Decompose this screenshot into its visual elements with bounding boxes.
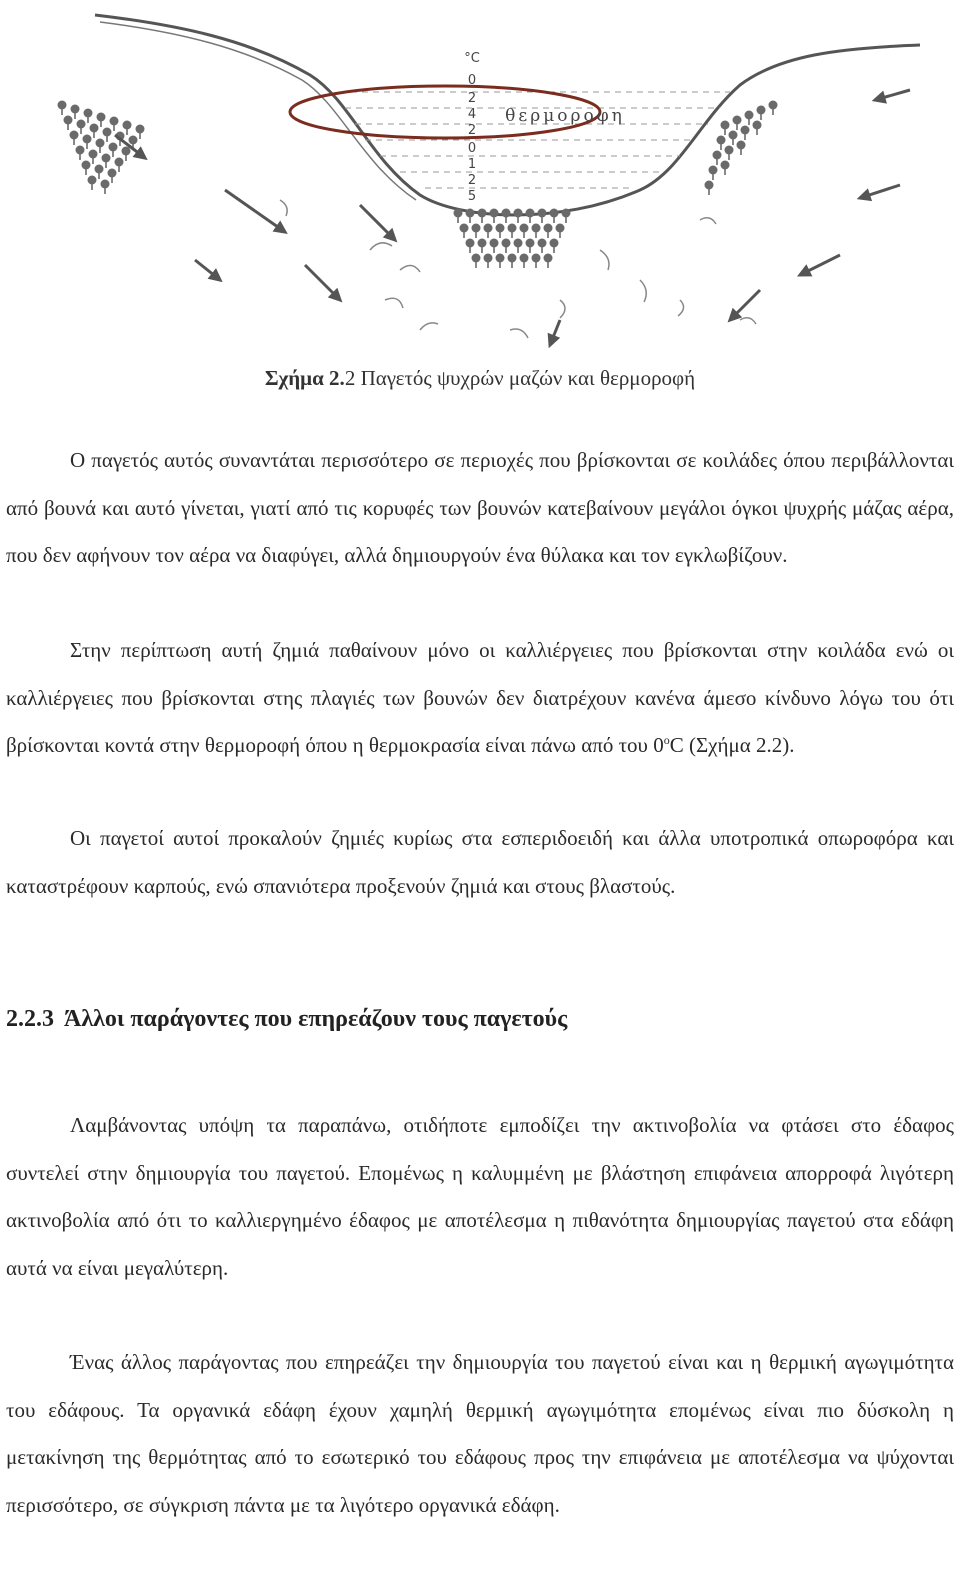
tree-trunk — [720, 143, 722, 150]
tree-trunk — [79, 153, 81, 160]
tree-trunk — [475, 231, 477, 238]
section-title: Άλλοι παράγοντες που επηρεάζουν τους παγετούς — [64, 1006, 568, 1032]
paragraph-3: Οι παγετοί αυτοί προκαλούν ζημιές κυρίως στα εσπεριδοειδή και άλλα υποτροπικά οπωροφόρα και καταστρέφουν καρπούς, ενώ σπανιότερα προξενούν ζημιά και στους βλαστούς. — [6, 826, 954, 898]
arrow-icon — [800, 267, 810, 275]
tree-trunk — [523, 231, 525, 238]
tree-trunk — [744, 133, 746, 140]
tree-trunk — [126, 128, 128, 135]
section-number: 2.2.3 — [6, 1006, 54, 1032]
arrow-icon — [549, 335, 557, 345]
tree-trunk — [772, 108, 774, 115]
tree-trunk — [511, 231, 513, 238]
tree-trunk — [112, 150, 114, 157]
tree-trunk — [499, 231, 501, 238]
scale-value: 4 — [467, 107, 477, 122]
tree-trunk — [565, 216, 567, 223]
tree-trunk — [517, 246, 519, 253]
tree-trunk — [487, 231, 489, 238]
figure-caption — [0, 366, 960, 391]
tree-trunk — [529, 246, 531, 253]
tree-trunk — [74, 112, 76, 119]
tree-trunk — [740, 148, 742, 155]
scale-value: 2 — [467, 123, 477, 138]
tree-trunk — [547, 261, 549, 268]
scale-unit: °C — [464, 51, 480, 66]
tree-trunk — [736, 123, 738, 130]
tree-trunk — [535, 231, 537, 238]
tree-trunk — [499, 261, 501, 268]
tree-trunk — [712, 173, 714, 180]
tree-trunk — [113, 124, 115, 131]
caption-label: Σχήμα 2. — [264, 366, 345, 390]
tree-trunk — [487, 261, 489, 268]
tree-trunk — [125, 154, 127, 161]
tree-trunk — [469, 246, 471, 253]
tree-trunk — [724, 128, 726, 135]
tree-trunk — [541, 246, 543, 253]
tree-trunk — [728, 153, 730, 160]
tree-trunk — [505, 246, 507, 253]
tree-trunk — [100, 120, 102, 127]
scale-value: 1 — [467, 157, 477, 172]
scale-value: 2 — [467, 91, 477, 106]
tree-trunk — [493, 216, 495, 223]
tree-trunk — [463, 231, 465, 238]
scale-value: 5 — [467, 189, 477, 204]
tree-trunk — [517, 216, 519, 223]
paragraph-2 — [6, 627, 954, 770]
arrow-shaft — [225, 190, 285, 232]
tree-trunk — [511, 261, 513, 268]
tree-trunk — [523, 261, 525, 268]
tree-trunk — [541, 216, 543, 223]
tree-trunk — [553, 246, 555, 253]
tree-trunk — [93, 131, 95, 138]
tree-trunk — [529, 216, 531, 223]
paragraph-2-end: C (Σχήμα 2.2). — [669, 733, 795, 757]
tree-trunk — [118, 165, 120, 172]
tree-trunk — [61, 108, 63, 115]
paragraph-1: Ο παγετός αυτός συναντάται περισσότερο σε περιοχές που βρίσκονται σε κοιλάδες όπου περιβάλλονται από βουνά και αυτό γίνεται, γιατί από τις κορυφές των βουνών κατεβαίνουν μεγάλοι όγκοι ψυχρής μάζας αέρα, που δεν αφήνουν τον αέρα να διαφύγει, αλλά δημιουργούν ένα θύλακα και τον εγκλωβίζουν. — [6, 448, 954, 567]
tree-trunk — [716, 158, 718, 165]
scale-value: 0 — [467, 141, 477, 156]
degree-sup: o — [663, 733, 670, 747]
tree-trunk — [92, 157, 94, 164]
scale-value: 2 — [467, 173, 477, 188]
tree-trunk — [85, 168, 87, 175]
tree-trunk — [105, 161, 107, 168]
tree-trunk — [493, 246, 495, 253]
tree-trunk — [87, 116, 89, 123]
tree-trunk — [457, 216, 459, 223]
tree-trunk — [708, 188, 710, 195]
cold-air-valley-diagram — [40, 0, 920, 360]
caption-text: 2 Παγετός ψυχρών μαζών και θερμοροφή — [344, 366, 696, 390]
scale-value: 0 — [467, 73, 477, 88]
arrow-icon — [860, 191, 870, 199]
tree-trunk — [469, 216, 471, 223]
tree-trunk — [756, 128, 758, 135]
tree-trunk — [91, 183, 93, 190]
tree-trunk — [86, 142, 88, 149]
tree-trunk — [106, 135, 108, 142]
tree-trunk — [732, 138, 734, 145]
valley-outline-inner — [100, 22, 416, 200]
tree-trunk — [481, 246, 483, 253]
tree-trunk — [535, 261, 537, 268]
tree-trunk — [73, 138, 75, 145]
tree-trunk — [760, 113, 762, 120]
section-heading — [6, 1006, 567, 1033]
tree-trunk — [559, 231, 561, 238]
tree-trunk — [99, 146, 101, 153]
cold-air-arrows — [115, 90, 910, 345]
tree-trunk — [67, 123, 69, 130]
arrow-icon — [875, 93, 885, 101]
tree-trunk — [748, 118, 750, 125]
tree-trunk — [481, 216, 483, 223]
tree-trunk — [724, 168, 726, 175]
tree-trunk — [475, 261, 477, 268]
tree-trunk — [104, 187, 106, 194]
paragraph-5: Ένας άλλος παράγοντας που επηρεάζει την δημιουργία του παγετού είναι και η θερμική αγωγιμότητα του εδάφους. Τα οργανικά εδάφη έχουν χαμηλή θερμική αγωγιμότητα επομένως είναι πιο δύσκολη η μετακίνηση της θερμότητας από το εσωτερικό του εδάφους προς την επιφάνεια με αποτέλεσμα να ψύχονται περισσότερο, σε σύγκριση πάντα με τα λιγότερο οργανικά εδάφη. — [6, 1350, 954, 1517]
tree-trunk — [98, 172, 100, 179]
inversion-label: θερμοροφη — [505, 106, 625, 126]
tree-trunk — [80, 127, 82, 134]
orchard-trees — [58, 101, 778, 269]
tree-trunk — [505, 216, 507, 223]
tree-trunk — [553, 216, 555, 223]
paragraph-4: Λαμβάνοντας υπόψη τα παραπάνω, οτιδήποτε εμποδίζει την ακτινοβολία να φτάσει στο έδαφος συντελεί στην δημιουργία του παγετού. Επομένως η καλυμμένη με βλάστηση επιφάνεια απορροφά λιγότερη ακτινοβολία από ότι το καλλιεργημένο έδαφος με αποτέλεσμα η πιθανότητα δημιουργίας παγετού στα εδάφη αυτά να είναι μεγαλύτερη. — [6, 1113, 954, 1280]
tree-trunk — [547, 231, 549, 238]
tree-trunk — [111, 176, 113, 183]
tree-trunk — [139, 132, 141, 139]
paragraph-2-text: Στην περίπτωση αυτή ζημιά παθαίνουν μόνο οι καλλιέργειες που βρίσκονται στην κοιλάδα ενώ οι καλλιέργειες που βρίσκονται στης πλαγιές των βουνών δεν διατρέχουν κανένα άμεσο κίνδυνο λόγω του ότι βρίσκονται κοντά στην θερμοροφή όπου η θερμοκρασία είναι πάνω από του 0 — [6, 638, 954, 757]
